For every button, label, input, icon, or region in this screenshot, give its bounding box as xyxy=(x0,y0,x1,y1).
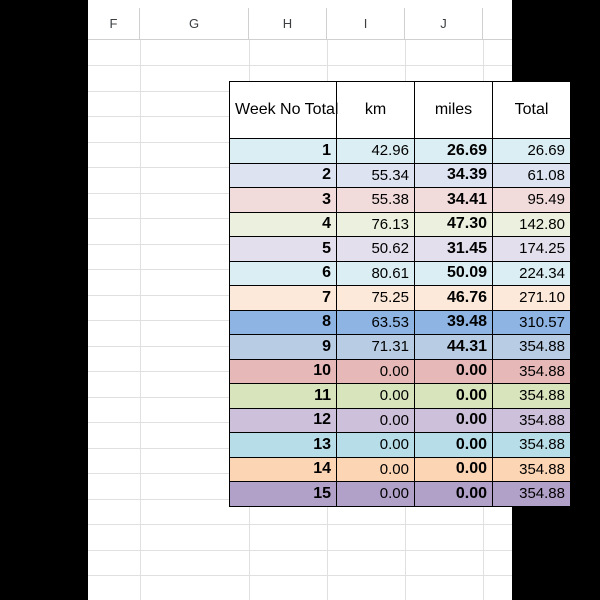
cell-miles[interactable]: 31.45 xyxy=(415,237,493,262)
cell-miles[interactable]: 44.31 xyxy=(415,335,493,360)
table-row xyxy=(230,384,571,409)
cell-km[interactable]: 0.00 xyxy=(337,482,415,507)
column-header-bar xyxy=(88,8,512,40)
table-row xyxy=(230,237,571,262)
cell-week[interactable]: 11 xyxy=(230,384,337,409)
cell-total[interactable]: 142.80 xyxy=(493,212,571,237)
cell-km[interactable]: 55.34 xyxy=(337,163,415,188)
cell-week[interactable]: 7 xyxy=(230,286,337,311)
cell-total[interactable]: 354.88 xyxy=(493,359,571,384)
cell-week[interactable]: 4 xyxy=(230,212,337,237)
cell-km[interactable]: 80.61 xyxy=(337,261,415,286)
cell-week[interactable]: 13 xyxy=(230,433,337,458)
cell-week[interactable]: 1 xyxy=(230,139,337,164)
cell-miles[interactable]: 0.00 xyxy=(415,457,493,482)
cell-miles[interactable]: 34.41 xyxy=(415,188,493,213)
column-header-j[interactable]: J xyxy=(405,8,483,40)
cell-km[interactable]: 50.62 xyxy=(337,237,415,262)
column-header-f[interactable]: F xyxy=(88,8,140,40)
column-header-h[interactable]: H xyxy=(249,8,327,40)
cell-week[interactable]: 12 xyxy=(230,408,337,433)
table-row xyxy=(230,261,571,286)
cell-miles[interactable]: 0.00 xyxy=(415,433,493,458)
grid-row-line xyxy=(88,524,512,525)
cell-total[interactable]: 354.88 xyxy=(493,408,571,433)
cell-km[interactable]: 76.13 xyxy=(337,212,415,237)
week-distance-table xyxy=(229,81,571,507)
cell-week[interactable]: 14 xyxy=(230,457,337,482)
header-total[interactable]: Total xyxy=(493,82,571,139)
cell-week[interactable]: 6 xyxy=(230,261,337,286)
spreadsheet xyxy=(88,0,565,600)
table-row xyxy=(230,212,571,237)
table-row xyxy=(230,188,571,213)
cell-km[interactable]: 0.00 xyxy=(337,457,415,482)
cell-miles[interactable]: 26.69 xyxy=(415,139,493,164)
cell-miles[interactable]: 0.00 xyxy=(415,384,493,409)
cell-miles[interactable]: 0.00 xyxy=(415,359,493,384)
cell-km[interactable]: 75.25 xyxy=(337,286,415,311)
table-row xyxy=(230,163,571,188)
header-week-no-total[interactable]: Week No Total xyxy=(230,82,337,139)
cell-miles[interactable]: 47.30 xyxy=(415,212,493,237)
cell-miles[interactable]: 50.09 xyxy=(415,261,493,286)
cell-total[interactable]: 354.88 xyxy=(493,384,571,409)
cell-week[interactable]: 2 xyxy=(230,163,337,188)
grid-row-line xyxy=(88,550,512,551)
cell-km[interactable]: 71.31 xyxy=(337,335,415,360)
cell-km[interactable]: 0.00 xyxy=(337,408,415,433)
cell-total[interactable]: 310.57 xyxy=(493,310,571,335)
cell-total[interactable]: 271.10 xyxy=(493,286,571,311)
table-row xyxy=(230,433,571,458)
cell-total[interactable]: 174.25 xyxy=(493,237,571,262)
cell-miles[interactable]: 0.00 xyxy=(415,408,493,433)
cell-total[interactable]: 354.88 xyxy=(493,482,571,507)
cell-miles[interactable]: 46.76 xyxy=(415,286,493,311)
table-row xyxy=(230,310,571,335)
cell-total[interactable]: 354.88 xyxy=(493,457,571,482)
cell-total[interactable]: 224.34 xyxy=(493,261,571,286)
cell-total[interactable]: 354.88 xyxy=(493,433,571,458)
table-row xyxy=(230,359,571,384)
table-header-row xyxy=(230,82,571,139)
table-row xyxy=(230,457,571,482)
header-km[interactable]: km xyxy=(337,82,415,139)
cell-miles[interactable]: 0.00 xyxy=(415,482,493,507)
table-row xyxy=(230,286,571,311)
cell-week[interactable]: 10 xyxy=(230,359,337,384)
table-row xyxy=(230,139,571,164)
cell-km[interactable]: 0.00 xyxy=(337,433,415,458)
cell-week[interactable]: 3 xyxy=(230,188,337,213)
column-header-i[interactable]: I xyxy=(327,8,405,40)
cell-total[interactable]: 95.49 xyxy=(493,188,571,213)
table-row xyxy=(230,408,571,433)
cell-km[interactable]: 55.38 xyxy=(337,188,415,213)
table-row xyxy=(230,482,571,507)
cell-km[interactable]: 0.00 xyxy=(337,384,415,409)
cell-week[interactable]: 15 xyxy=(230,482,337,507)
grid-row-line xyxy=(88,65,512,66)
header-miles[interactable]: miles xyxy=(415,82,493,139)
cell-miles[interactable]: 39.48 xyxy=(415,310,493,335)
cell-km[interactable]: 0.00 xyxy=(337,359,415,384)
cell-miles[interactable]: 34.39 xyxy=(415,163,493,188)
cell-week[interactable]: 5 xyxy=(230,237,337,262)
cell-total[interactable]: 61.08 xyxy=(493,163,571,188)
grid-row-line xyxy=(88,575,512,576)
cell-total[interactable]: 354.88 xyxy=(493,335,571,360)
column-header-g[interactable]: G xyxy=(140,8,249,40)
cell-km[interactable]: 63.53 xyxy=(337,310,415,335)
cell-week[interactable]: 8 xyxy=(230,310,337,335)
cell-km[interactable]: 42.96 xyxy=(337,139,415,164)
cell-total[interactable]: 26.69 xyxy=(493,139,571,164)
column-header-k[interactable] xyxy=(483,8,512,40)
table-row xyxy=(230,335,571,360)
cell-week[interactable]: 9 xyxy=(230,335,337,360)
